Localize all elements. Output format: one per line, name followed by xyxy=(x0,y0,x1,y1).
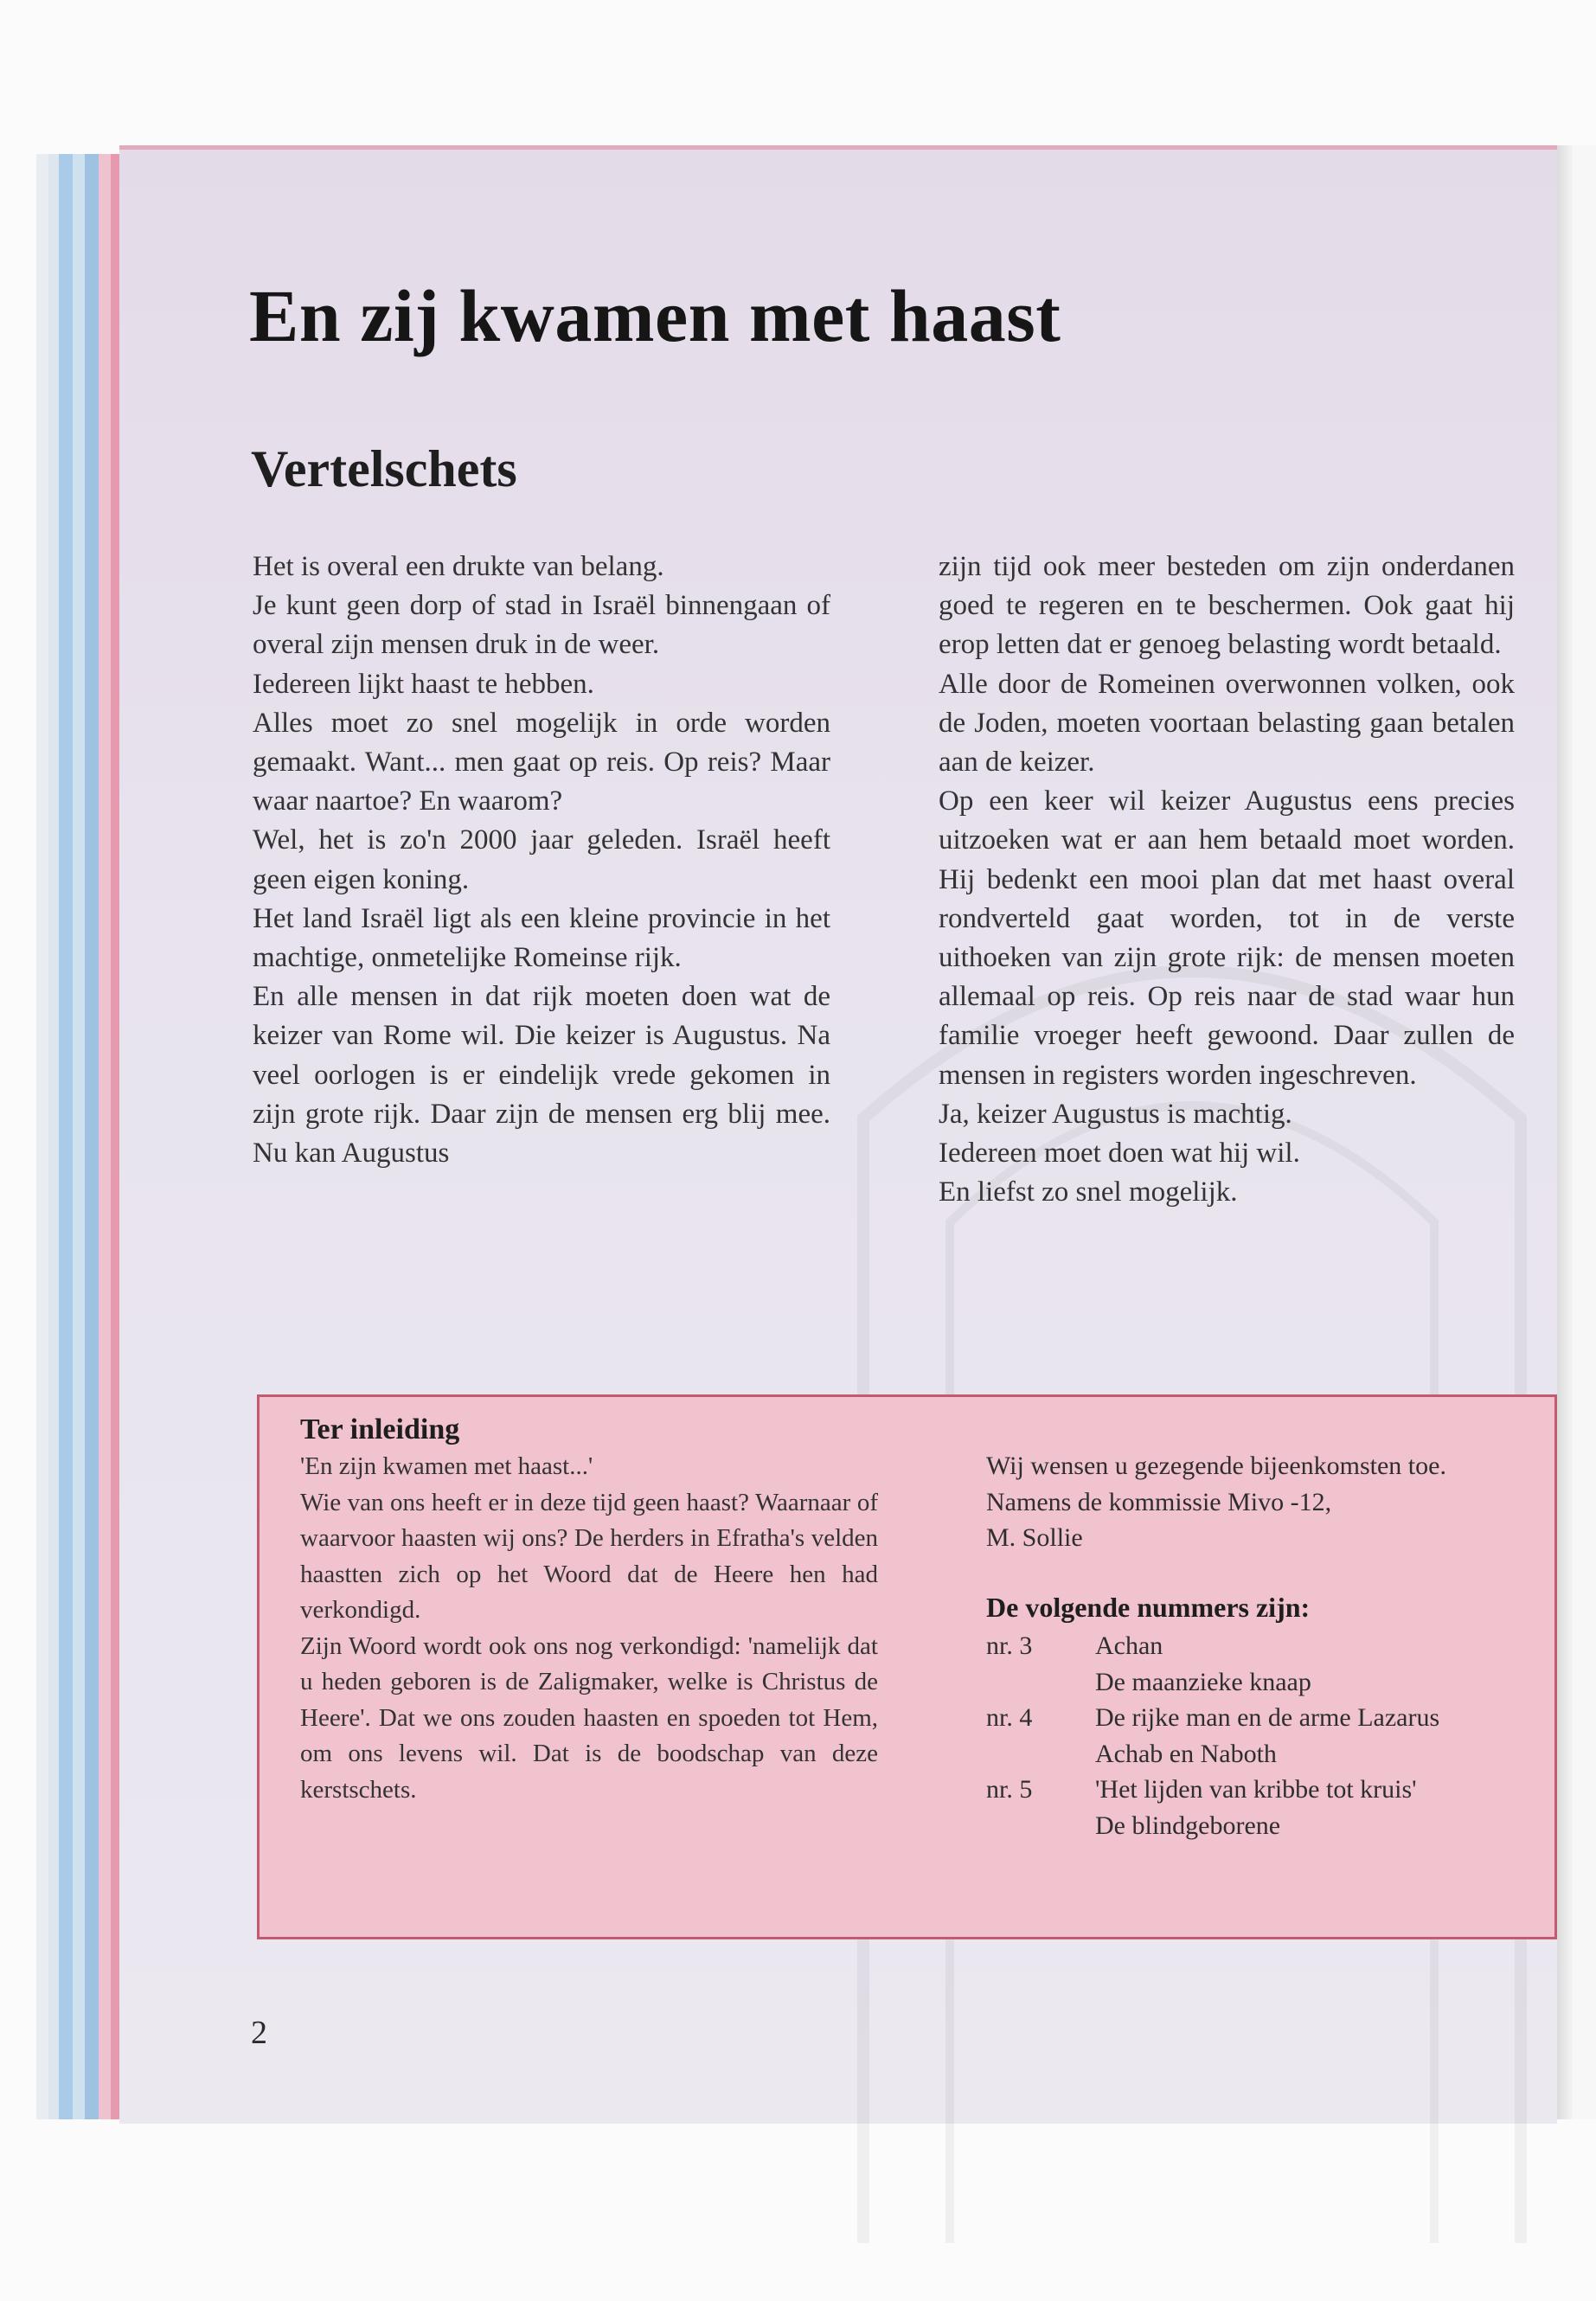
story-paragraph: En liefst zo snel mogelijk. xyxy=(939,1176,1238,1208)
intro-line: Wie van ons heeft er in deze tijd geen haast? Waarnaar of waarvoor haasten wij ons? De herders in Efratha's velden haastten zich op het Woord dat de Heere hen had verkondigd. xyxy=(300,1488,878,1624)
numbers-list xyxy=(986,1628,1540,1843)
story-paragraph: Iedereen moet doen wat hij wil. xyxy=(939,1138,1300,1170)
story-paragraph: Op een keer wil keizer Augustus eens precies uitzoeken wat er aan hem betaald moet worden. Hij bedenkt een mooi plan dat met haast overal rondverteld gaat worden, tot in de verste uithoeken van zijn grote rijk: de mensen moeten allemaal op reis. Op reis naar de stad waar hun familie vroeger heeft gewoond. Daar zullen de mensen in registers worden ingeschreven. xyxy=(939,785,1515,1091)
section-subtitle: Vertelschets xyxy=(251,440,517,497)
story-paragraph: Iedereen lijkt haast te hebben. xyxy=(253,668,594,700)
numbers-list-item xyxy=(986,1700,1540,1736)
story-paragraph: Het is overal een drukte van belang. xyxy=(253,551,664,582)
story-column-left xyxy=(253,548,830,1173)
intro-heading: Ter inleiding xyxy=(300,1413,460,1445)
number-title: De rijke man en de arme Lazarus xyxy=(1095,1703,1440,1732)
greeting-block xyxy=(986,1448,1540,1556)
number-label: nr. 4 xyxy=(986,1703,1033,1732)
page-stack-edge xyxy=(99,154,111,2119)
numbers-list-item xyxy=(986,1772,1540,1808)
number-title: 'Het lijden van kribbe tot kruis' xyxy=(1095,1775,1417,1804)
intro-line: 'En zijn kwamen met haast...' xyxy=(300,1452,593,1480)
greeting-line: Wij wensen u gezegende bijeenkomsten toe. xyxy=(986,1452,1446,1480)
story-paragraph: Alles moet zo snel mogelijk in orde worden gemaakt. Want... men gaat op reis. Op reis? Maar waar naartoe? En waarom? xyxy=(253,707,830,817)
story-paragraph: Alle door de Romeinen overwonnen volken, ook de Joden, moeten voortaan belasting gaan betalen aan de keizer. xyxy=(939,668,1515,779)
number-title: De maanzieke knaap xyxy=(1095,1667,1311,1696)
story-paragraph: En alle mensen in dat rijk moeten doen wat de keizer van Rome wil. Die keizer is Augustus. Na veel oorlogen is er eindelijk vrede gekomen in zijn grote rijk. Daar zijn de mensen erg blij mee. Nu kan Augustus xyxy=(253,981,830,1170)
story-paragraph: Wel, het is zo'n 2000 jaar geleden. Israël heeft geen eigen koning. xyxy=(253,824,830,895)
number-title: De blindgeborene xyxy=(1095,1811,1281,1840)
page-stack-edge xyxy=(59,154,73,2119)
numbers-list-item xyxy=(986,1736,1540,1772)
story-paragraph: Het land Israël ligt als een kleine provincie in het machtige, onmetelijke Romeinse rijk. xyxy=(253,902,830,974)
facing-page-edge xyxy=(1573,145,1596,2119)
story-paragraph: Je kunt geen dorp of stad in Israël binnengaan of overal zijn mensen druk in de weer. xyxy=(253,590,830,661)
page-title: En zij kwamen met haast xyxy=(249,274,1061,357)
number-label: nr. 3 xyxy=(986,1631,1033,1660)
number-label: nr. 5 xyxy=(986,1775,1033,1804)
page-stack-edge xyxy=(36,154,48,2119)
intro-text xyxy=(300,1449,878,1808)
numbers-list-item xyxy=(986,1664,1540,1701)
numbers-list-item xyxy=(986,1808,1540,1844)
intro-line: Zijn Woord wordt ook ons nog verkondigd: 'namelijk dat u heden geboren is de Zaligmaker, welke is Christus de Heere'. Dat we ons zouden haasten en spoeden tot Hem, om ons levens wil. Dat is de boodschap van deze kerstschets. xyxy=(300,1631,878,1804)
story-column-right xyxy=(939,548,1515,1212)
numbers-heading: De volgende nummers zijn: xyxy=(986,1592,1311,1623)
story-paragraph: Ja, keizer Augustus is machtig. xyxy=(939,1098,1292,1130)
page-stack-edge xyxy=(111,154,119,2119)
page-stack-edge xyxy=(85,154,99,2119)
number-title: Achan xyxy=(1095,1631,1163,1660)
page-stack-edge xyxy=(73,154,85,2119)
story-paragraph: zijn tijd ook meer besteden om zijn onderdanen goed te regeren en te beschermen. Ook gaat hij erop letten dat er genoeg belasting wordt betaald. xyxy=(939,551,1515,661)
greeting-signature: M. Sollie xyxy=(986,1523,1083,1552)
number-title: Achab en Naboth xyxy=(1095,1739,1277,1768)
greeting-line: Namens de kommissie Mivo -12, xyxy=(986,1487,1332,1516)
page-gutter xyxy=(1557,145,1573,2119)
page-stack-edge xyxy=(48,154,59,2119)
page-number: 2 xyxy=(251,2015,267,2051)
numbers-list-item xyxy=(986,1628,1540,1664)
